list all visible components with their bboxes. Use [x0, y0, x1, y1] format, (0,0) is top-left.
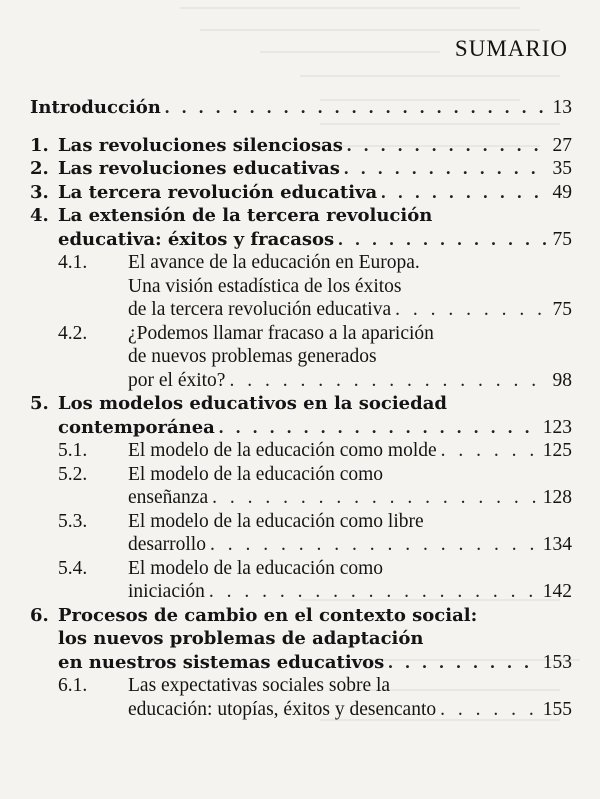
toc-chapter-entry[interactable]	[30, 204, 572, 251]
toc-page-number: 98	[552, 369, 572, 391]
dot-leader	[388, 651, 537, 675]
toc-entry-number: 4.2.	[58, 322, 88, 344]
toc-page-number: 123	[542, 416, 572, 438]
toc-chapter-entry[interactable]	[30, 96, 572, 120]
toc-entry-title: los nuevos problemas de adaptación	[58, 628, 424, 649]
toc-entry-number: 6.1.	[58, 675, 88, 696]
dot-leader	[344, 157, 547, 181]
toc-entry-number: 5.1.	[58, 440, 88, 461]
toc-entry-title: El modelo de la educación como libre	[128, 510, 424, 532]
toc-entry-title: ¿Podemos llamar fracaso a la aparición	[128, 322, 434, 344]
toc-section-entry[interactable]	[30, 674, 572, 721]
dot-leader	[229, 369, 546, 393]
toc-chapter-entry[interactable]	[30, 157, 572, 181]
toc-chapter-entry[interactable]	[30, 181, 572, 205]
dot-leader	[338, 228, 546, 252]
toc-page-number: 75	[552, 228, 572, 250]
toc-entry-title: de la tercera revolución educativa	[128, 299, 392, 320]
toc-entry-title: La tercera revolución educativa	[58, 181, 378, 203]
toc-section-entry[interactable]	[30, 439, 572, 463]
dot-leader	[381, 181, 546, 205]
dot-leader	[440, 698, 537, 722]
toc-entry-title: educativa: éxitos y fracasos	[58, 228, 335, 250]
toc-entry-title: Las revoluciones silenciosas	[58, 134, 343, 156]
toc-entry-number: 4.1.	[58, 252, 88, 273]
toc-page-number: 128	[542, 487, 572, 508]
toc-entry-number: 5.4.	[58, 557, 88, 579]
dot-leader	[347, 134, 547, 158]
toc-page-number: 134	[542, 534, 572, 555]
toc-entry-title: Los modelos educativos en la sociedad	[58, 393, 447, 414]
toc-entry-title: Una visión estadística de los éxitos	[128, 275, 402, 297]
toc-entry-title: educación: utopías, éxitos y desencanto	[128, 698, 437, 720]
toc-entry-title: El avance de la educación en Europa.	[128, 252, 420, 273]
toc-entry-title: El modelo de la educación como	[128, 463, 384, 485]
toc-entry-number: 3.	[30, 181, 49, 203]
toc-page-number: 13	[552, 97, 572, 118]
toc-chapter-entry[interactable]	[30, 392, 572, 439]
toc-page-number: 27	[552, 134, 572, 156]
toc-chapter-entry[interactable]	[30, 604, 572, 675]
toc-entry-number: 5.	[30, 393, 49, 414]
dot-leader	[212, 486, 537, 510]
toc-page-number: 155	[542, 698, 572, 720]
dot-leader	[210, 533, 537, 557]
toc-entry-title: de nuevos problemas generados	[128, 346, 377, 367]
toc-entry-number: 5.2.	[58, 463, 88, 485]
table-of-contents	[30, 96, 572, 721]
toc-section-entry[interactable]	[30, 251, 572, 322]
toc-entry-title: en nuestros sistemas educativos	[58, 651, 385, 673]
toc-entry-title: enseñanza	[128, 487, 209, 508]
dot-leader	[209, 580, 537, 604]
toc-entry-title: iniciación	[128, 581, 205, 602]
toc-entry-title: Procesos de cambio en el contexto social:	[58, 604, 478, 626]
toc-page-number: 49	[552, 181, 572, 203]
toc-entry-title: El modelo de la educación como molde	[128, 440, 437, 461]
toc-entry-title: por el éxito?	[128, 369, 226, 391]
page-title: SUMARIO	[454, 36, 568, 61]
toc-page-number: 153	[542, 651, 572, 673]
toc-entry-number: 1.	[30, 134, 49, 156]
dot-leader	[441, 439, 537, 463]
toc-entry-number: 5.3.	[58, 510, 88, 532]
toc-section-entry[interactable]	[30, 557, 572, 604]
toc-entry-number: 2.	[30, 158, 49, 179]
toc-page-number: 75	[552, 299, 572, 320]
toc-entry-number: 6.	[30, 604, 49, 626]
toc-section-entry[interactable]	[30, 322, 572, 393]
toc-entry-title: Introducción	[30, 97, 161, 118]
dot-leader	[395, 298, 546, 322]
toc-section-entry[interactable]	[30, 510, 572, 557]
dot-leader	[165, 96, 547, 120]
toc-entry-title: Las expectativas sociales sobre la	[128, 675, 391, 696]
toc-entry-title: desarrollo	[128, 534, 206, 555]
toc-chapter-entry[interactable]	[30, 134, 572, 158]
toc-entry-title: El modelo de la educación como	[128, 557, 384, 579]
toc-page-number: 142	[542, 581, 572, 602]
toc-page-number: 35	[552, 158, 572, 179]
toc-entry-title: contemporánea	[58, 416, 215, 438]
toc-section-entry[interactable]	[30, 463, 572, 510]
toc-entry-title: Las revoluciones educativas	[58, 158, 340, 179]
toc-entry-title: La extensión de la tercera revolución	[58, 205, 433, 226]
dot-leader	[219, 416, 537, 440]
toc-entry-number: 4.	[30, 205, 49, 226]
toc-page-number: 125	[542, 440, 572, 461]
